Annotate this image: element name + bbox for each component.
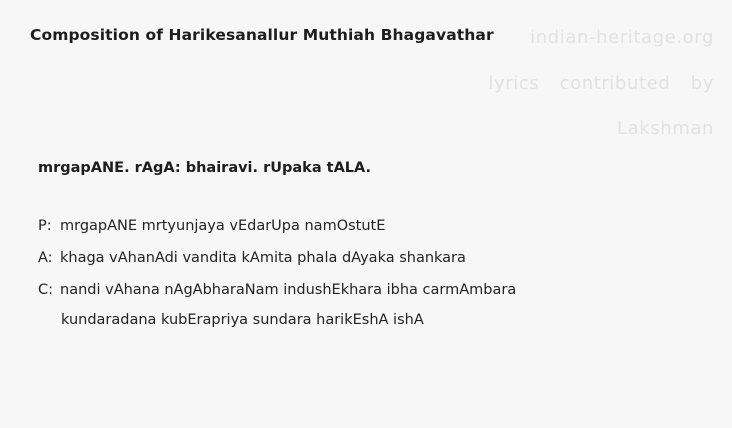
watermark-contributor-name: Lakshman	[616, 118, 714, 139]
lyrics-line-text: mrgapANE mrtyunjaya vEdarUpa namOstutE	[60, 218, 386, 234]
watermark-site-name: indian-heritage.org	[530, 27, 714, 48]
lyrics-line	[38, 282, 698, 298]
page-title: Composition of Harikesanallur Muthiah Bhagavathar	[30, 26, 494, 44]
lyrics-line-tag: A:	[38, 250, 53, 266]
lyrics-line-text: kundaradana kubErapriya sundara harikEshA ishA	[61, 312, 424, 328]
watermark-word-by: by	[690, 73, 714, 94]
watermark-word-contributed: contributed	[559, 73, 671, 94]
watermark-line-2	[474, 73, 714, 94]
watermark-word-lyrics: lyrics	[488, 73, 540, 94]
lyrics-line-text: khaga vAhanAdi vandita kAmita phala dAyaka shankara	[60, 250, 466, 266]
lyrics-line	[38, 218, 698, 234]
composition-heading: mrgapANE. rAgA: bhairavi. rUpaka tALA.	[38, 160, 372, 176]
lyrics-line-tag: P:	[38, 218, 52, 234]
lyrics-block	[38, 218, 698, 344]
watermark-line-1	[530, 27, 714, 48]
lyrics-line	[38, 250, 698, 266]
lyrics-line	[38, 312, 698, 328]
lyrics-line-text: nandi vAhana nAgAbharaNam indushEkhara ibha carmAmbara	[60, 282, 517, 298]
watermark-line-3	[617, 118, 714, 139]
lyrics-line-tag: C:	[38, 282, 54, 298]
